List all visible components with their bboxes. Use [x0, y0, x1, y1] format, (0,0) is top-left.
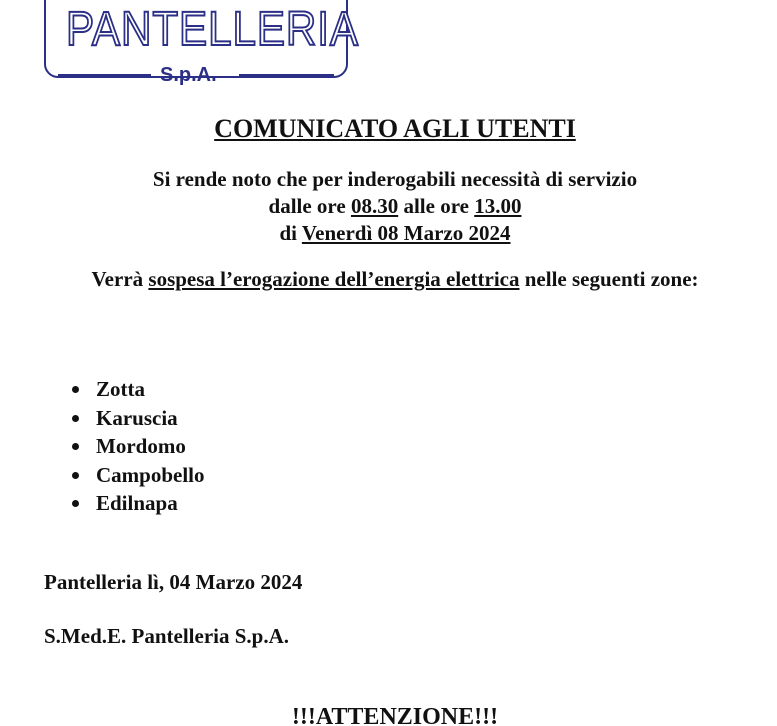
affected-zones-list: [66, 375, 205, 518]
zones-intro-emphasis: sospesa l’erogazione dell’energia elettrica: [148, 267, 520, 291]
attention-heading: !!!ATTENZIONE!!!: [291, 704, 499, 726]
list-item: Mordomo: [66, 432, 205, 461]
notice-line-3: [0, 220, 777, 247]
logo-divider-left: [58, 74, 151, 77]
logo-top-crop: [58, 0, 338, 2]
list-item: Campobello: [66, 461, 205, 490]
time-range-label-end: alle ore: [403, 194, 469, 218]
notice-title: COMUNICATO AGLI UTENTI: [214, 114, 576, 143]
time-range-label-start: dalle ore: [268, 194, 346, 218]
notice-line-2: [0, 193, 777, 220]
logo-divider-right: [239, 74, 334, 77]
list-item: Zotta: [66, 375, 205, 404]
list-item: Karuscia: [66, 404, 205, 433]
place-and-date: Pantelleria lì, 04 Marzo 2024: [44, 570, 303, 594]
outage-date: Venerdì 08 Marzo 2024: [301, 221, 511, 245]
company-logo-wordmark: PANTELLERIA: [66, 3, 359, 56]
date-prefix: di: [279, 221, 298, 245]
list-item: Edilnapa: [66, 489, 205, 518]
logo-suffix: S.p.A.: [160, 64, 217, 86]
start-time: 08.30: [350, 194, 399, 218]
notice-line-1: [0, 166, 777, 193]
zones-intro-suffix: nelle seguenti zone:: [524, 267, 699, 291]
zones-intro-prefix: Verrà: [91, 267, 144, 291]
zones-intro: [0, 267, 777, 292]
company-signature: S.Med.E. Pantelleria S.p.A.: [44, 624, 289, 648]
end-time: 13.00: [474, 194, 522, 218]
notice-intro-text: Si rende noto che per inderogabili necessità di servizio: [152, 167, 638, 191]
